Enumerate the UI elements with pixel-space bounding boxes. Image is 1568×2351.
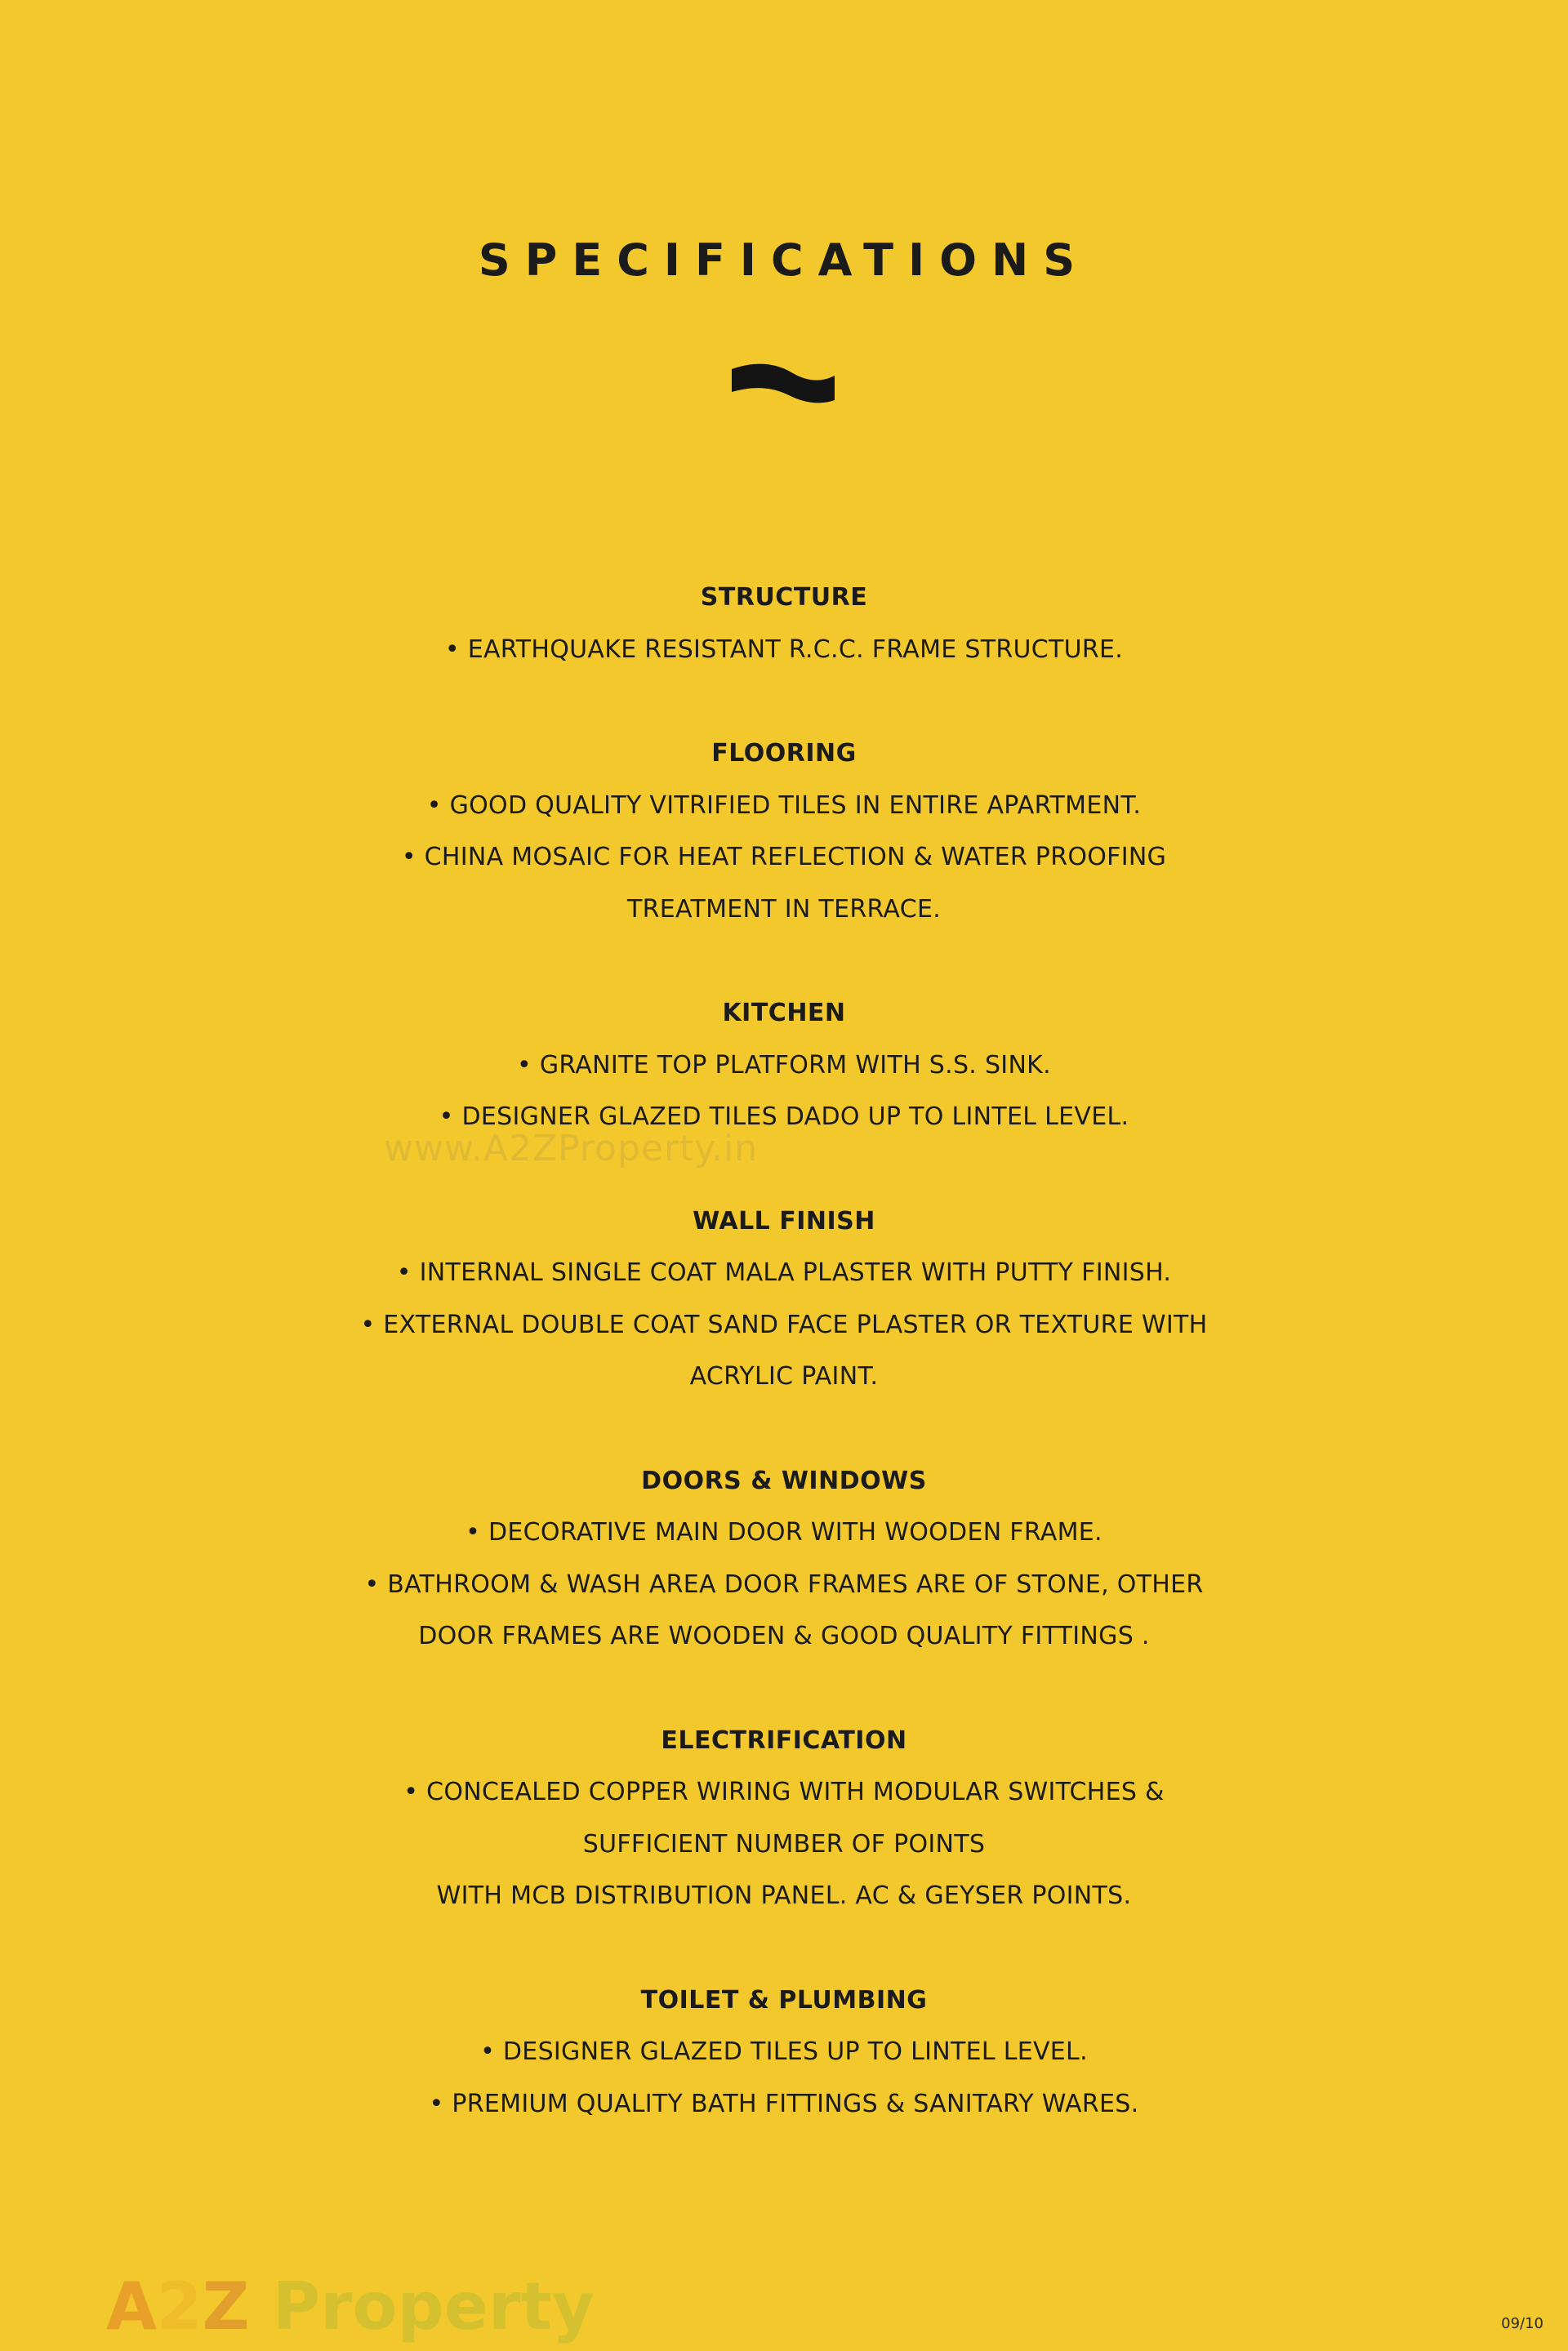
spec-line: WITH MCB DISTRIBUTION PANEL. AC & GEYSER POINTS. xyxy=(436,1881,1132,1910)
page-title: SPECIFICATIONS xyxy=(478,234,1090,286)
section-title: DOORS & WINDOWS xyxy=(641,1466,927,1495)
section-title: FLOORING xyxy=(711,739,857,768)
spec-line: TREATMENT IN TERRACE. xyxy=(626,894,942,924)
spec-line: • DESIGNER GLAZED TILES DADO UP TO LINTEL LEVEL. xyxy=(439,1102,1129,1131)
spec-line: • DECORATIVE MAIN DOOR WITH WOODEN FRAME. xyxy=(466,1518,1102,1547)
section-wall-finish xyxy=(0,1196,1568,1403)
spec-line: ACRYLIC PAINT. xyxy=(689,1362,879,1391)
spec-line: • CHINA MOSAIC FOR HEAT REFLECTION & WATER PROOFING xyxy=(401,843,1167,871)
section-title: ELECTRIFICATION xyxy=(661,1725,907,1755)
logo-letter: Z xyxy=(202,2269,250,2344)
section-electrification xyxy=(0,1715,1568,1922)
spec-line: • GRANITE TOP PLATFORM WITH S.S. SINK. xyxy=(516,1050,1051,1080)
logo-watermark xyxy=(106,2270,595,2344)
section-title: STRUCTURE xyxy=(700,583,868,612)
logo-letter: A xyxy=(106,2269,157,2344)
section-title: KITCHEN xyxy=(722,999,846,1027)
spec-line: • PREMIUM QUALITY BATH FITTINGS & SANITARY WARES. xyxy=(429,2089,1139,2118)
section-flooring xyxy=(0,728,1568,935)
spec-line: • INTERNAL SINGLE COAT MALA PLASTER WITH PUTTY FINISH. xyxy=(396,1258,1172,1287)
spec-line: SUFFICIENT NUMBER OF POINTS xyxy=(582,1829,986,1859)
spec-line: • EXTERNAL DOUBLE COAT SAND FACE PLASTER OR TEXTURE WITH xyxy=(360,1310,1208,1339)
spec-line: • EARTHQUAKE RESISTANT R.C.C. FRAME STRUCTURE. xyxy=(444,635,1124,664)
spec-line: DOOR FRAMES ARE WOODEN & GOOD QUALITY FITTINGS . xyxy=(418,1622,1150,1650)
specifications-list xyxy=(0,572,1568,2130)
logo-letter: 2 xyxy=(156,2269,203,2344)
page-number: 09/10 xyxy=(1501,2315,1544,2332)
section-kitchen xyxy=(0,987,1568,1143)
spec-line: • BATHROOM & WASH AREA DOOR FRAMES ARE OF STONE, OTHER xyxy=(364,1570,1204,1599)
spec-line: • GOOD QUALITY VITRIFIED TILES IN ENTIRE APARTMENT. xyxy=(426,790,1142,820)
logo-word: Property xyxy=(272,2269,595,2344)
section-toilet-plumbing xyxy=(0,1975,1568,2131)
section-title: WALL FINISH xyxy=(693,1206,875,1236)
section-doors-windows xyxy=(0,1455,1568,1663)
section-title: TOILET & PLUMBING xyxy=(640,1985,928,2015)
section-structure xyxy=(0,572,1568,675)
spec-line: • CONCEALED COPPER WIRING WITH MODULAR SWITCHES & xyxy=(403,1778,1165,1806)
spec-line: • DESIGNER GLAZED TILES UP TO LINTEL LEVEL. xyxy=(480,2037,1088,2066)
watermark-url: www.A2ZProperty.in xyxy=(384,1128,759,1169)
tilde-ornament-icon xyxy=(730,359,836,408)
